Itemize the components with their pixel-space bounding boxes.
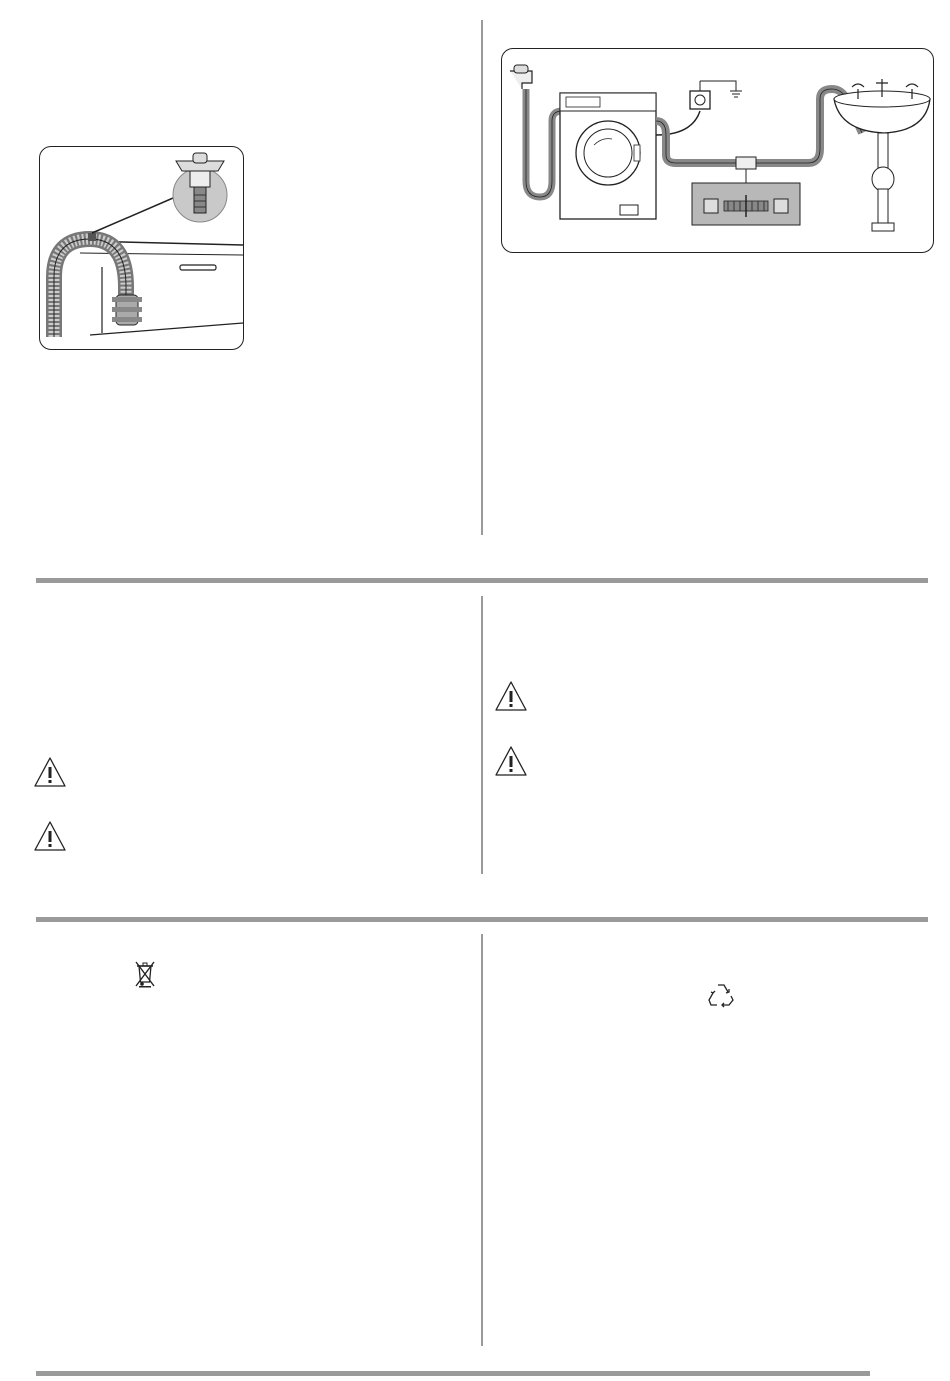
column-divider-top	[481, 20, 483, 535]
washer-connection-figure	[501, 48, 934, 253]
warning-triangle-icon	[33, 756, 67, 788]
warning-triangle-icon	[494, 680, 528, 712]
recycling-icon	[707, 982, 735, 1008]
washer-connection-diagram	[502, 49, 933, 252]
column-divider-bottom	[481, 934, 483, 1346]
section-rule-2	[36, 917, 928, 922]
column-divider-middle	[481, 596, 483, 874]
warning-triangle-icon	[33, 820, 67, 852]
section-rule-1	[36, 578, 928, 583]
drain-hose-hook-illustration	[40, 147, 243, 349]
drain-hose-figure	[39, 146, 244, 350]
crossed-bin-weee-icon	[134, 960, 156, 988]
warning-triangle-icon	[494, 745, 528, 777]
section-rule-3	[36, 1371, 870, 1376]
